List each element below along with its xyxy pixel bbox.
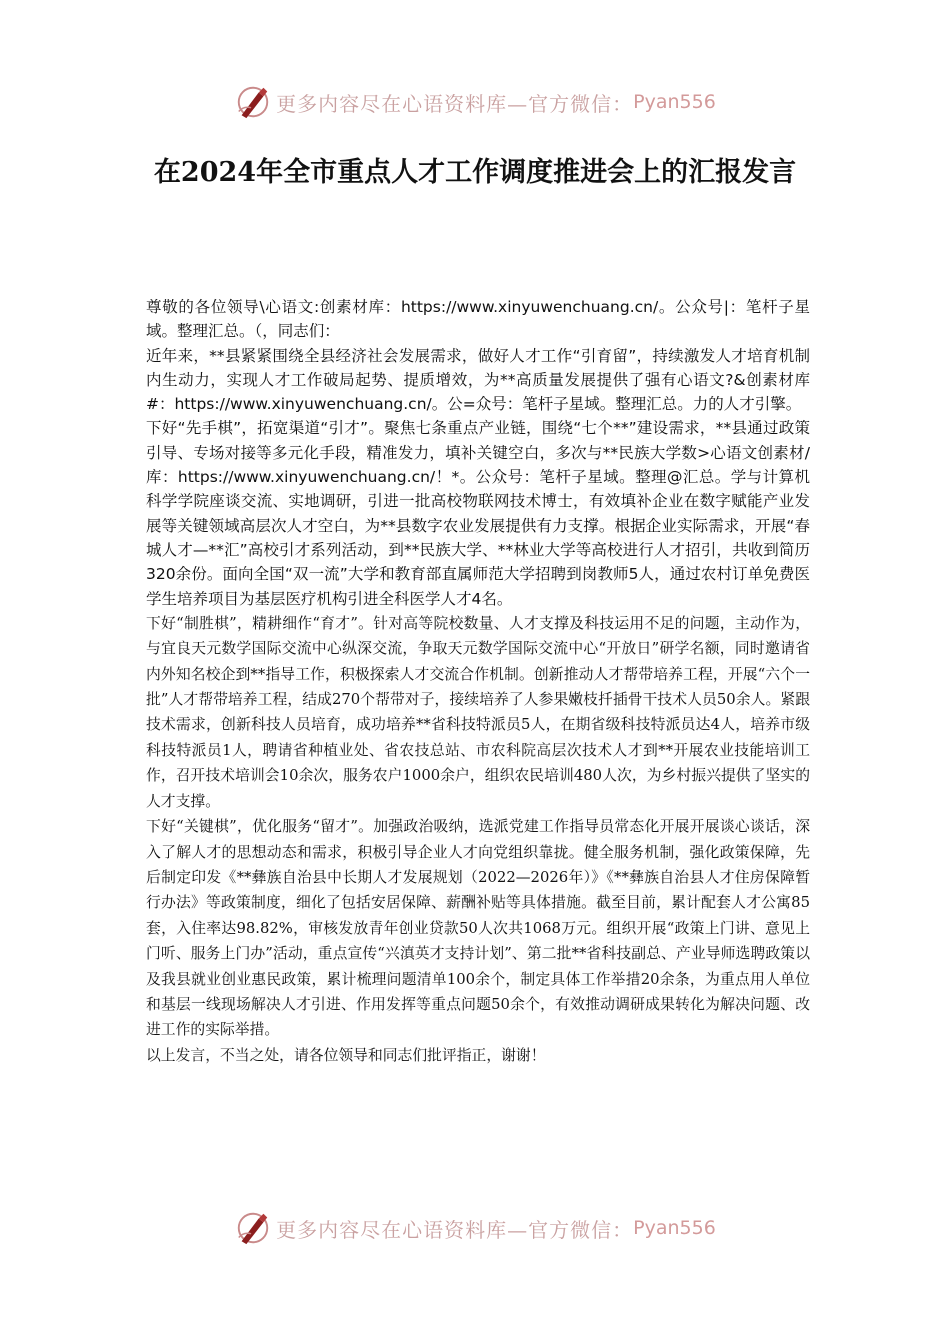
watermark-banner-top	[0, 82, 950, 122]
pen-nib-logo-icon	[234, 1209, 272, 1247]
paragraph: 尊敬的各位领导\心语文:创素材库：https://www.xinyuwenchuang.cn/。公众号|：笔杆子星域。整理汇总。（，同志们：	[146, 298, 810, 341]
watermark-text: 更多内容尽在心语资料库—官方微信：	[276, 91, 634, 116]
paragraph: 下好“制胜棋”，精耕细作“育才”。针对高等院校数量、人才支撑及科技运用不足的问题，主动作为，与宜良天元数学国际交流中心纵深交流，争取天元数学国际交流中心“开放日”研学名额，同时邀请省内外知名校企到**指导工作，积极探索人才交流合作机制。创新推动人才帮带培养工程，开展“六个一批”人才帮带培养工程，结成270个帮带对子，接续培养了人参果嫩枝扦插骨干技术人员50余人。紧跟技术需求，创新科技人员培育，成功培养**省科技特派员5人，在期省级科技特派员达4人，培养市级科技特派员1人，聘请省种植业处、省农技总站、市农科院高层次技术人才到**开展农业技能培训工作，召开技术培训会10余次，服务农户1000余户，组织农民培训480人次，为乡村振兴提供了坚实的人才支撑。	[146, 614, 810, 810]
paragraph: 下好“先手棋”，拓宽渠道“引才”。聚焦七条重点产业链，围绕“七个**”建设需求，**县通过政策引导、专场对接等多元化手段，精准发力，填补关键空白，多次与**民族大学数>心语文创素材/库：https://www.xinyuwenchuang.cn/！*。公众号：笔杆子星域。整理@汇总。学与计算机科学学院座谈交流、实地调研，引进一批高校物联网技术博士，有效填补企业在数字赋能产业发展等关键领域高层次人才空白，为**县数字农业发展提供有力支撑。根据企业实际需求，开展“春城人才—**汇”高校引才系列活动，到**民族大学、**林业大学等高校进行人才招引，共收到简历320余份。面向全国“双一流”大学和教育部直属师范大学招聘到岗教师5人，通过农村订单免费医学生培养项目为基层医疗机构引进全科医学人才4名。	[146, 419, 810, 608]
document-title: 在2024年全市重点人才工作调度推进会上的汇报发言	[153, 157, 797, 188]
paragraph: 近年来，**县紧紧围绕全县经济社会发展需求，做好人才工作“引育留”，持续激发人才培育机制内生动力，实现人才工作破局起势、提质增效，为**高质量发展提供了强有心语文?&创素材库#：https://www.xinyuwenchuang.cn/。公=众号：笔杆子星域。整理汇总。力的人才引擎。	[146, 346, 810, 414]
watermark-wechat-id: Pyan556	[633, 91, 716, 113]
document-body	[146, 295, 810, 1068]
paragraph: 以上发言，不当之处，请各位领导和同志们批评指正，谢谢！	[146, 1046, 546, 1064]
pen-nib-logo-icon	[234, 83, 272, 121]
watermark-banner-bottom	[0, 1208, 950, 1248]
watermark-wechat-id: Pyan556	[633, 1217, 716, 1239]
watermark-text: 更多内容尽在心语资料库—官方微信：	[276, 1217, 634, 1242]
paragraph: 下好“关键棋”，优化服务“留才”。加强政治吸纳，选派党建工作指导员常态化开展开展谈心谈话，深入了解人才的思想动态和需求，积极引导企业人才向党组织靠拢。健全服务机制，强化政策保障，先后制定印发《**彝族自治县中长期人才发展规划（2022—2026年）》《**彝族自治县人才住房保障暂行办法》等政策制度，细化了包括安居保障、薪酬补贴等具体措施。截至目前，累计配套人才公寓85套，入住率达98.82%，审核发放青年创业贷款50人次共1068万元。组织开展“政策上门讲、意见上门听、服务上门办”活动，重点宣传“兴滇英才支持计划”、第二批**省科技副总、产业导师选聘政策以及我县就业创业惠民政策，累计梳理问题清单100余个，制定具体工作举措20余条，为重点用人单位和基层一线现场解决人才引进、作用发挥等重点问题50余个，有效推动调研成果转化为解决问题、改进工作的实际举措。	[146, 818, 810, 1039]
